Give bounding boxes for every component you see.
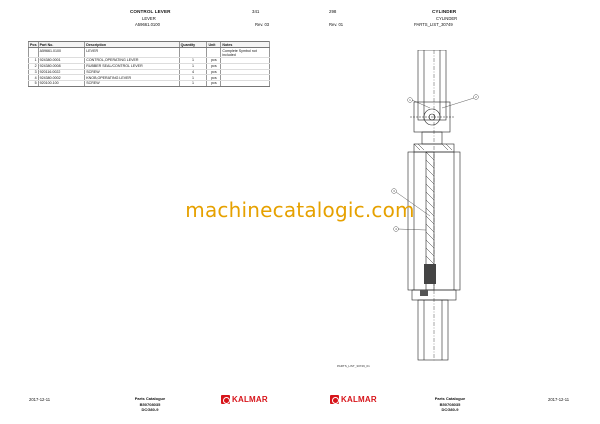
footer-model: DCG80-9: [141, 407, 159, 413]
cell-unit: pcs: [207, 75, 221, 81]
footer-catalogue: Parts Catalogue: [434, 396, 466, 401]
cell-pos: 5: [29, 81, 39, 87]
footer-date: 2017-12-11: [29, 397, 51, 402]
page-code: PARTS_LIST_30749: [414, 22, 453, 27]
table-row: [29, 81, 270, 87]
cell-unit: pcs: [207, 81, 221, 87]
footer-catalogue: Parts Catalogue: [134, 396, 166, 401]
footer-catalogue-no: B50708035: [139, 401, 161, 407]
callout-1: 1: [409, 99, 411, 102]
page-code: A59661.0100: [135, 22, 160, 27]
kalmar-logo-text: KALMAR: [232, 395, 268, 404]
cell-unit: pcs: [207, 63, 221, 69]
cell-part-no: 924380.0001: [38, 57, 85, 63]
callout-4: 4: [395, 228, 397, 231]
cell-unit: [207, 48, 221, 58]
col-header-notes: Notes: [221, 42, 270, 48]
cell-part-no: 920100.100: [38, 81, 85, 87]
page-subtitle: LEVER: [142, 16, 156, 21]
cell-description: CONTROL,OPERATING LEVER: [85, 57, 179, 63]
footer-catalogue-info: [110, 396, 190, 413]
cell-part-no: A59661.0100: [38, 48, 85, 58]
page-revision: Rev. 03: [255, 22, 270, 27]
cell-unit: pcs: [207, 57, 221, 63]
cell-pos: 4: [29, 75, 39, 81]
drawing-caption: PARTS_LIST_30749_01: [337, 364, 370, 368]
kalmar-logo: [221, 394, 268, 405]
kalmar-logo: [330, 394, 377, 405]
cell-quantity: 1: [179, 63, 207, 69]
kalmar-logo-icon: [330, 395, 339, 404]
page-subtitle: CYLINDER: [436, 16, 458, 21]
cell-notes: [221, 81, 270, 87]
cell-part-no: 924380.0002: [38, 75, 85, 81]
cell-unit: pcs: [207, 69, 221, 75]
cell-quantity: 1: [179, 81, 207, 87]
col-header-quantity: Quantity: [179, 42, 207, 48]
cell-quantity: 1: [179, 75, 207, 81]
page-title: CYLINDER: [432, 9, 457, 14]
watermark-text: machinecatalogic.com: [185, 198, 415, 222]
footer-catalogue-info: [410, 396, 490, 413]
cell-pos: 1: [29, 57, 39, 63]
cell-pos: 2: [29, 63, 39, 69]
cell-part-no: 920116.0022: [38, 69, 85, 75]
col-header-part-no: Part No.: [38, 42, 85, 48]
col-header-pos: Pos: [30, 42, 37, 47]
footer-date: 2017-12-11: [548, 397, 570, 402]
footer-catalogue-no: B50708035: [439, 401, 461, 407]
cell-quantity: [179, 48, 207, 58]
cell-description: LEVER: [85, 48, 179, 58]
cell-quantity: 4: [179, 69, 207, 75]
callout-2: 2: [475, 96, 477, 99]
page-number: 298: [329, 9, 337, 14]
kalmar-logo-icon: [221, 395, 230, 404]
cell-description: SCREW: [85, 81, 179, 87]
kalmar-logo-text: KALMAR: [341, 395, 377, 404]
col-header-unit: Unit: [207, 42, 221, 48]
cell-part-no: 924380.0008: [38, 63, 85, 69]
page-revision: Rev. 01: [329, 22, 344, 27]
page-title: CONTROL LEVER: [130, 9, 171, 14]
footer-model: DCG80-9: [441, 407, 459, 413]
cell-description: SCREW: [85, 69, 179, 75]
callout-3: 3: [393, 190, 395, 193]
cell-quantity: 1: [179, 57, 207, 63]
col-header-description: Description: [85, 42, 179, 48]
cell-pos: [29, 48, 39, 58]
table-row: [29, 48, 270, 58]
cell-description: RUBBER SEAL/CONTROL LEVER: [85, 63, 179, 69]
parts-table: [28, 41, 270, 87]
cell-notes: Complete Symbol not included: [221, 48, 270, 58]
page-number: 341: [252, 9, 260, 14]
cell-pos: 3: [29, 69, 39, 75]
cell-description: KNOB,OPERATING LEVER: [85, 75, 179, 81]
